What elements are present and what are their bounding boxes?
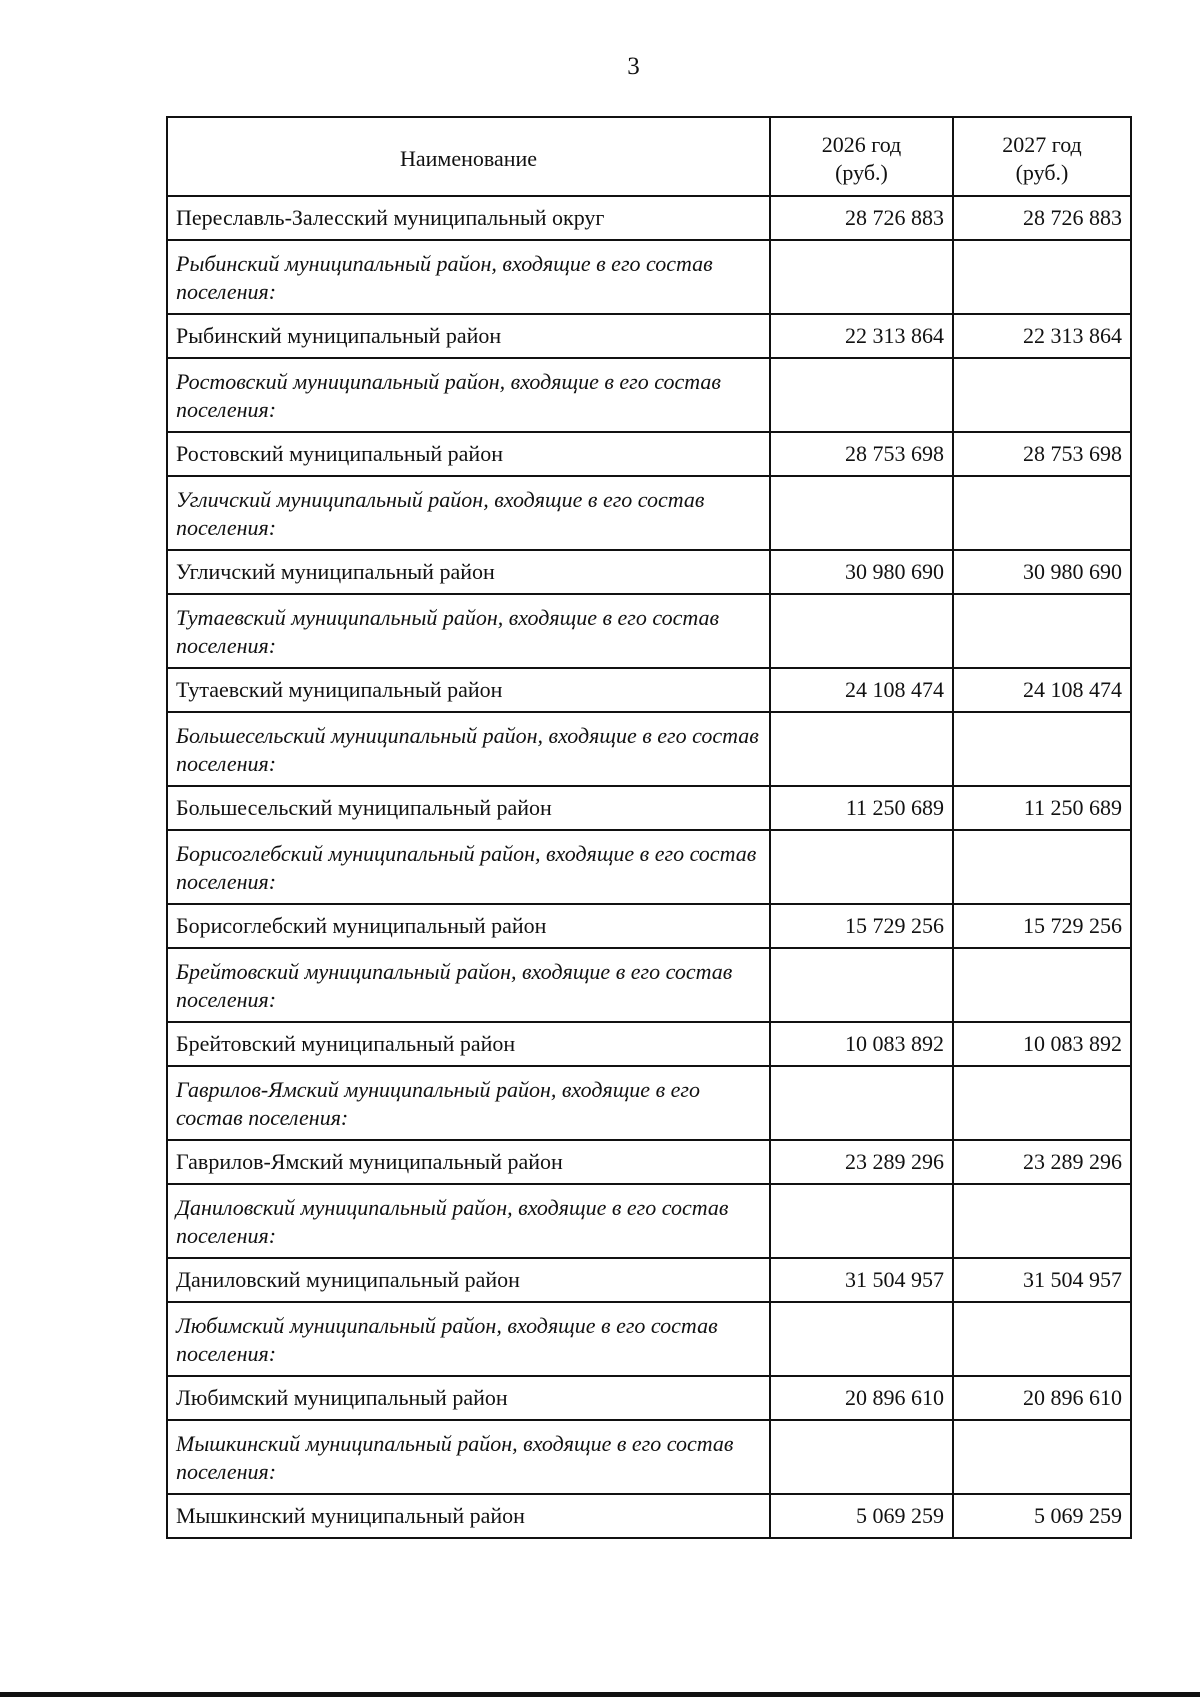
- row-value-2026: 15 729 256: [770, 904, 953, 948]
- row-name: Рыбинский муниципальный район, входящие в его состав поселения:: [167, 240, 770, 314]
- table-row: [167, 1022, 1131, 1066]
- table-row-group-heading: [167, 1184, 1131, 1258]
- row-value-2027: 30 980 690: [953, 550, 1131, 594]
- row-value-2026: 5 069 259: [770, 1494, 953, 1538]
- row-value-2027: 23 289 296: [953, 1140, 1131, 1184]
- table-row-group-heading: [167, 1066, 1131, 1140]
- row-value-2027: 15 729 256: [953, 904, 1131, 948]
- table-row: [167, 314, 1131, 358]
- row-value-2026: 28 726 883: [770, 196, 953, 240]
- table-row-group-heading: [167, 594, 1131, 668]
- row-name: Брейтовский муниципальный район: [167, 1022, 770, 1066]
- row-value-2027: [953, 358, 1131, 432]
- row-name: Мышкинский муниципальный район: [167, 1494, 770, 1538]
- row-value-2027: 24 108 474: [953, 668, 1131, 712]
- row-name: Ростовский муниципальный район: [167, 432, 770, 476]
- row-value-2027: 31 504 957: [953, 1258, 1131, 1302]
- row-value-2026: [770, 712, 953, 786]
- table-row-group-heading: [167, 948, 1131, 1022]
- row-name: Угличский муниципальный район: [167, 550, 770, 594]
- row-value-2026: 20 896 610: [770, 1376, 953, 1420]
- row-value-2027: 22 313 864: [953, 314, 1131, 358]
- table-row-group-heading: [167, 1420, 1131, 1494]
- row-value-2026: [770, 948, 953, 1022]
- row-value-2027: 28 726 883: [953, 196, 1131, 240]
- table-row: [167, 196, 1131, 240]
- row-value-2026: 30 980 690: [770, 550, 953, 594]
- table-row: [167, 1376, 1131, 1420]
- row-name: Даниловский муниципальный район: [167, 1258, 770, 1302]
- row-name: Любимский муниципальный район, входящие в его состав поселения:: [167, 1302, 770, 1376]
- row-value-2027: [953, 476, 1131, 550]
- header-year-2026: 2026 год (руб.): [770, 117, 953, 196]
- row-value-2027: [953, 1420, 1131, 1494]
- table-row: [167, 550, 1131, 594]
- row-name: Борисоглебский муниципальный район: [167, 904, 770, 948]
- table-row: [167, 432, 1131, 476]
- row-value-2026: [770, 594, 953, 668]
- row-value-2027: 20 896 610: [953, 1376, 1131, 1420]
- row-name: Рыбинский муниципальный район: [167, 314, 770, 358]
- row-name: Большесельский муниципальный район, входящие в его состав поселения:: [167, 712, 770, 786]
- row-value-2026: [770, 1302, 953, 1376]
- row-value-2026: 11 250 689: [770, 786, 953, 830]
- table-row: [167, 1258, 1131, 1302]
- row-value-2027: [953, 240, 1131, 314]
- row-value-2026: [770, 476, 953, 550]
- row-value-2026: [770, 1420, 953, 1494]
- row-value-2026: [770, 358, 953, 432]
- row-value-2027: [953, 1066, 1131, 1140]
- table-row-group-heading: [167, 830, 1131, 904]
- table-row-group-heading: [167, 358, 1131, 432]
- budget-table: [166, 116, 1132, 1539]
- row-value-2027: [953, 1184, 1131, 1258]
- table-row: [167, 904, 1131, 948]
- row-name: Любимский муниципальный район: [167, 1376, 770, 1420]
- row-value-2026: [770, 1184, 953, 1258]
- page-number: 3: [627, 53, 640, 80]
- row-name: Мышкинский муниципальный район, входящие в его состав поселения:: [167, 1420, 770, 1494]
- row-value-2027: [953, 948, 1131, 1022]
- row-value-2026: [770, 240, 953, 314]
- row-value-2027: [953, 712, 1131, 786]
- row-value-2026: [770, 1066, 953, 1140]
- row-value-2026: 24 108 474: [770, 668, 953, 712]
- row-name: Даниловский муниципальный район, входящие в его состав поселения:: [167, 1184, 770, 1258]
- row-name: Гаврилов-Ямский муниципальный район, входящие в его состав поселения:: [167, 1066, 770, 1140]
- row-value-2027: [953, 1302, 1131, 1376]
- row-name: Тутаевский муниципальный район: [167, 668, 770, 712]
- row-name: Угличский муниципальный район, входящие в его состав поселения:: [167, 476, 770, 550]
- table-header-row: [167, 117, 1131, 196]
- row-name: Тутаевский муниципальный район, входящие в его состав поселения:: [167, 594, 770, 668]
- row-value-2026: 28 753 698: [770, 432, 953, 476]
- header-name: Наименование: [167, 117, 770, 196]
- header-year-2027: 2027 год (руб.): [953, 117, 1131, 196]
- row-name: Гаврилов-Ямский муниципальный район: [167, 1140, 770, 1184]
- row-name: Борисоглебский муниципальный район, входящие в его состав поселения:: [167, 830, 770, 904]
- table-row: [167, 1140, 1131, 1184]
- table-row-group-heading: [167, 712, 1131, 786]
- row-value-2027: 11 250 689: [953, 786, 1131, 830]
- row-name: Ростовский муниципальный район, входящие в его состав поселения:: [167, 358, 770, 432]
- table-row: [167, 668, 1131, 712]
- row-value-2026: 31 504 957: [770, 1258, 953, 1302]
- table-row-group-heading: [167, 240, 1131, 314]
- scan-bottom-edge: [0, 1692, 1200, 1697]
- row-value-2026: 23 289 296: [770, 1140, 953, 1184]
- row-value-2026: 22 313 864: [770, 314, 953, 358]
- row-value-2027: [953, 594, 1131, 668]
- row-value-2026: [770, 830, 953, 904]
- row-name: Переславль-Залесский муниципальный округ: [167, 196, 770, 240]
- row-value-2027: 10 083 892: [953, 1022, 1131, 1066]
- table-body: [167, 196, 1131, 1538]
- row-value-2027: 5 069 259: [953, 1494, 1131, 1538]
- table-row: [167, 786, 1131, 830]
- row-value-2027: 28 753 698: [953, 432, 1131, 476]
- table-row: [167, 1494, 1131, 1538]
- table-row-group-heading: [167, 1302, 1131, 1376]
- row-value-2027: [953, 830, 1131, 904]
- row-name: Большесельский муниципальный район: [167, 786, 770, 830]
- row-value-2026: 10 083 892: [770, 1022, 953, 1066]
- row-name: Брейтовский муниципальный район, входящие в его состав поселения:: [167, 948, 770, 1022]
- table-row-group-heading: [167, 476, 1131, 550]
